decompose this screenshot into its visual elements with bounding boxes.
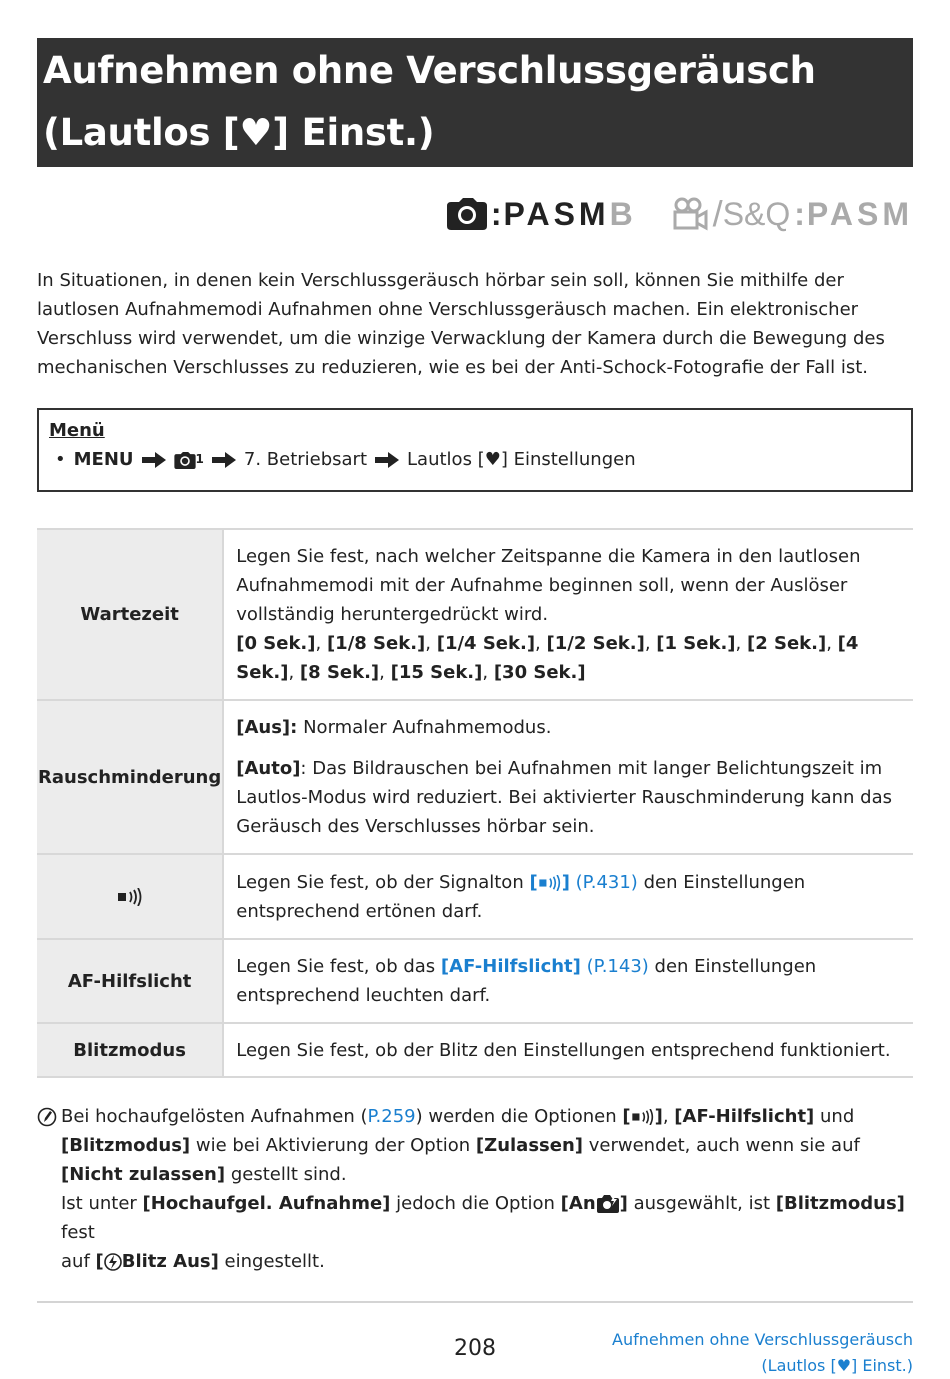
wartezeit-option: [30 Sek.] (493, 662, 586, 683)
row-label-blitzmodus: Blitzmodus (37, 1023, 223, 1077)
camera-icon (174, 452, 196, 469)
row-desc-wartezeit: Legen Sie fest, nach welcher Zeitspanne die Kamera in den lautlosen Aufnahmemodi mit der Aufnahme beginnen soll, wenn der Auslöser vollständig heruntergedrückt wird. [0 Sek.], [1/8 Sek.], [1/4 Sek.], [1/2 Sek.], [1 Sek.], [2 Sek.], [4 Sek.], [8 Sek.], [15 Sek.], [30 Sek.] (223, 529, 913, 700)
menu-bullet: • (55, 449, 66, 470)
option-separator: , (535, 633, 547, 654)
option-separator: , (482, 662, 494, 683)
wartezeit-option: [1/2 Sek.] (546, 633, 645, 654)
af-hilfslicht-link[interactable]: [AF-Hilfslicht] (440, 956, 581, 977)
wartezeit-option: [8 Sek.] (299, 662, 380, 683)
title-line-2-prefix: (Lautlos [ (43, 111, 240, 154)
menu-path (49, 444, 901, 476)
wartezeit-option: [1/8 Sek.] (326, 633, 426, 654)
row-label-rauschminderung: Rauschminderung (37, 700, 223, 854)
option-auto: [Auto] (236, 758, 301, 779)
option-separator: , (735, 633, 747, 654)
row-desc-af-hilfslicht: Legen Sie fest, ob das [AF-Hilfslicht] (P.143) den Einstellungen entsprechend leuchten darf. (223, 939, 913, 1023)
wartezeit-option: [1 Sek.] (656, 633, 736, 654)
wartezeit-option: [4 Sek.] (236, 633, 859, 683)
table-row (37, 529, 913, 700)
row-desc-beep: Legen Sie fest, ob der Signalton [ ] (P.431) den Einstellungen entsprechend ertönen darf. (223, 854, 913, 939)
footer-title-link[interactable]: Aufnehmen ohne Verschlussgeräusch (Lautlos [♥] Einst.) (612, 1330, 913, 1375)
title-line-2-suffix: ] Einst.) (272, 111, 435, 154)
video-colon: : (794, 195, 807, 232)
menu-tab-number: 1 (195, 452, 204, 466)
option-separator: , (288, 662, 300, 683)
movie-camera-icon (671, 197, 709, 231)
option-separator: , (826, 633, 838, 654)
note-section (37, 1102, 913, 1276)
wartezeit-option: [0 Sek.] (236, 633, 316, 654)
table-row (37, 1023, 913, 1077)
settings-table (37, 528, 913, 1078)
video-separator: / (712, 193, 723, 234)
heart-icon: ♥ (836, 1356, 852, 1375)
row-label-af-hilfslicht: AF-Hilfslicht (37, 939, 223, 1023)
menu-step-drive-mode: 7. Betriebsart (243, 449, 368, 470)
note-text: Bei hochaufgelösten Aufnahmen (P.259) werden die Optionen [ ], [AF-Hilfslicht] und [Blitzmodus] wie bei Aktivierung der Option [Zulassen] verwendet, auch wenn sie auf [Nicht zulassen] gestellt sind. Ist unter [Hochaufgel. Aufnahme] jedoch die Option [An ] ausgewählt, ist [Blitzmodus] fest auf [ Blitz Aus] eingestellt. (61, 1106, 905, 1272)
wartezeit-options (236, 633, 858, 683)
beep-icon (538, 875, 562, 891)
option-separator: , (425, 633, 437, 654)
menu-step-menu: MENU (73, 449, 134, 470)
option-separator: , (379, 662, 391, 683)
video-modes: PASM (806, 195, 913, 232)
wartezeit-option: [1/4 Sek.] (436, 633, 536, 654)
menu-title: Menü (49, 420, 105, 441)
option-aus: [Aus]: (236, 717, 298, 738)
page-title (37, 38, 913, 167)
intro-paragraph: In Situationen, in denen kein Verschlussgeräusch hörbar sein soll, können Sie mithilfe der lautlosen Aufnahmemodi Aufnahmen ohne Verschlussgeräusch machen. Ein elektronischer Verschluss wird verwendet, um die winzige Verwacklung der Kamera durch die Bewegung des mechanischen Verschlusses zu reduzieren, wie es bei der Anti-Schock-Fotografie der Fall ist. (37, 270, 885, 378)
note-pencil-icon (37, 1107, 57, 1127)
video-sq: S&Q (722, 195, 791, 232)
heart-icon: ♥ (484, 449, 501, 470)
row-label-beep (37, 854, 223, 939)
row-label-wartezeit: Wartezeit (37, 529, 223, 700)
wartezeit-option: [2 Sek.] (746, 633, 827, 654)
page-ref-link[interactable]: P.259 (367, 1106, 416, 1127)
footer-divider (37, 1301, 913, 1303)
beep-icon (631, 1109, 655, 1125)
title-line-1: Aufnehmen ohne Verschlussgeräusch (43, 49, 816, 92)
beep-icon (117, 888, 143, 906)
beep-link[interactable]: [ ] (529, 871, 570, 893)
page-ref-link[interactable]: (P.143) (586, 956, 649, 977)
wartezeit-option: [15 Sek.] (390, 662, 483, 683)
flash-camera-icon (596, 1195, 620, 1213)
table-row (37, 854, 913, 939)
row-desc-blitzmodus: Legen Sie fest, ob der Blitz den Einstellungen entsprechend funktioniert. (223, 1023, 913, 1077)
arrow-right-icon (375, 452, 399, 468)
shooting-modes (447, 190, 913, 238)
table-row (37, 939, 913, 1023)
arrow-right-icon (142, 452, 166, 468)
page-ref-link[interactable]: (P.431) (575, 871, 638, 893)
row-desc-rauschminderung: [Aus]: Normaler Aufnahmemodus. [Auto]: Das Bildrauschen bei Aufnahmen mit langer Belichtungszeit im Lautlos-Modus wird reduziert. Bei aktivierter Rauschminderung kann das Geräusch des Verschlusses hörbar sein. (223, 700, 913, 854)
arrow-right-icon (212, 452, 236, 468)
photo-colon: : (490, 195, 504, 232)
page-number: 208 (454, 1336, 496, 1361)
menu-step-silent: Lautlos [♥] Einstellungen (407, 449, 636, 470)
table-row (37, 700, 913, 854)
flash-off-icon (104, 1253, 122, 1271)
camera-icon (447, 198, 487, 230)
menu-path-box (37, 408, 913, 492)
photo-modes-active: PASM (503, 195, 610, 232)
option-separator: , (315, 633, 327, 654)
photo-mode-inactive: B (609, 195, 637, 232)
option-separator: , (644, 633, 657, 654)
title-line-2 (43, 102, 907, 164)
heart-icon: ♥ (239, 111, 273, 154)
